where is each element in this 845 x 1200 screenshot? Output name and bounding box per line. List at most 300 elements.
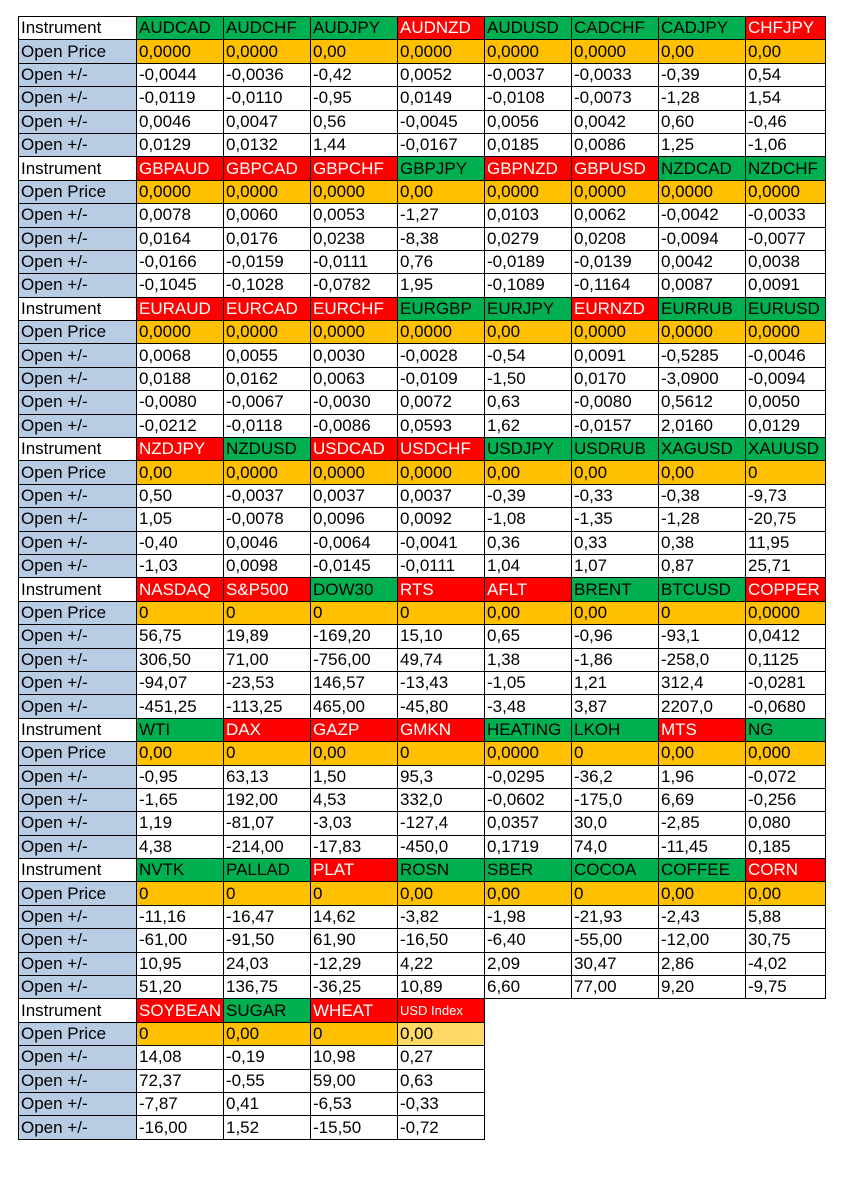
- open-price-cell: 0,0000: [485, 180, 572, 203]
- empty-cell: [485, 1092, 572, 1115]
- instrument-name-cell: CHFJPY: [746, 17, 826, 40]
- instrument-name-cell: MTS: [659, 718, 746, 741]
- value-cell: -258,0: [659, 648, 746, 671]
- value-cell: 0,0129: [746, 414, 826, 437]
- value-cell: 0,0162: [224, 367, 311, 390]
- value-cell: -7,87: [137, 1092, 224, 1115]
- instrument-name-cell: GBPCHF: [311, 157, 398, 180]
- instrument-name-cell: DAX: [224, 718, 311, 741]
- value-cell: -0,38: [659, 484, 746, 507]
- value-cell: 136,75: [224, 976, 311, 999]
- value-cell: 0,0091: [746, 274, 826, 297]
- open-price-cell: 0,0000: [572, 321, 659, 344]
- open-price-cell: 0,0000: [224, 321, 311, 344]
- instrument-name-cell: NZDCHF: [746, 157, 826, 180]
- open-price-cell: 0: [572, 882, 659, 905]
- open-price-cell: 0: [398, 742, 485, 765]
- open-delta-row: [19, 788, 826, 811]
- open-delta-row: [19, 976, 826, 999]
- value-cell: -2,85: [659, 812, 746, 835]
- empty-cell: [485, 999, 572, 1022]
- instrument-label: Instrument: [19, 17, 137, 40]
- instrument-name-cell: AUDCHF: [224, 17, 311, 40]
- value-cell: 1,96: [659, 765, 746, 788]
- instrument-name-cell: CADJPY: [659, 17, 746, 40]
- value-cell: -20,75: [746, 508, 826, 531]
- value-cell: -0,0037: [224, 484, 311, 507]
- value-cell: -0,0281: [746, 671, 826, 694]
- value-cell: -450,0: [398, 835, 485, 858]
- value-cell: -0,54: [485, 344, 572, 367]
- value-cell: 0,0038: [746, 250, 826, 273]
- instrument-name-cell: S&P500: [224, 578, 311, 601]
- instrument-header-row: [19, 438, 826, 461]
- value-cell: 0,0092: [398, 508, 485, 531]
- value-cell: -1,08: [485, 508, 572, 531]
- value-cell: 56,75: [137, 625, 224, 648]
- open-delta-label: Open +/-: [19, 1116, 137, 1139]
- value-cell: 77,00: [572, 976, 659, 999]
- open-delta-label: Open +/-: [19, 87, 137, 110]
- value-cell: -0,0033: [746, 204, 826, 227]
- value-cell: 2,86: [659, 952, 746, 975]
- value-cell: -12,00: [659, 929, 746, 952]
- value-cell: 332,0: [398, 788, 485, 811]
- value-cell: -0,0064: [311, 531, 398, 554]
- value-cell: -0,256: [746, 788, 826, 811]
- value-cell: -1,06: [746, 133, 826, 156]
- value-cell: 0,0037: [311, 484, 398, 507]
- instrument-name-cell: XAGUSD: [659, 438, 746, 461]
- open-price-cell: 0,00: [659, 461, 746, 484]
- value-cell: 30,0: [572, 812, 659, 835]
- value-cell: 9,20: [659, 976, 746, 999]
- value-cell: 0,54: [746, 63, 826, 86]
- value-cell: -0,0080: [137, 391, 224, 414]
- value-cell: 74,0: [572, 835, 659, 858]
- open-delta-row: [19, 695, 826, 718]
- value-cell: -1,65: [137, 788, 224, 811]
- open-delta-row: [19, 133, 826, 156]
- open-delta-label: Open +/-: [19, 227, 137, 250]
- open-price-cell: 0,00: [659, 742, 746, 765]
- instrument-name-cell: AFLT: [485, 578, 572, 601]
- open-delta-label: Open +/-: [19, 133, 137, 156]
- value-cell: -0,0073: [572, 87, 659, 110]
- open-delta-row: [19, 484, 826, 507]
- value-cell: -21,93: [572, 905, 659, 928]
- value-cell: 24,03: [224, 952, 311, 975]
- value-cell: 30,75: [746, 929, 826, 952]
- value-cell: 146,57: [311, 671, 398, 694]
- instrument-name-cell: WTI: [137, 718, 224, 741]
- value-cell: -0,0782: [311, 274, 398, 297]
- instrument-name-cell: COCOA: [572, 859, 659, 882]
- open-price-cell: 0,0000: [224, 40, 311, 63]
- open-price-cell: 0,00: [746, 40, 826, 63]
- open-price-cell: 0: [311, 1022, 398, 1045]
- value-cell: 1,44: [311, 133, 398, 156]
- value-cell: 0,76: [398, 250, 485, 273]
- instrument-name-cell: SBER: [485, 859, 572, 882]
- open-price-row: [19, 40, 826, 63]
- instrument-name-cell: EURAUD: [137, 297, 224, 320]
- empty-cell: [572, 1069, 659, 1092]
- open-delta-row: [19, 929, 826, 952]
- open-price-cell: 0,00: [224, 1022, 311, 1045]
- value-cell: -0,0077: [746, 227, 826, 250]
- value-cell: -0,0111: [311, 250, 398, 273]
- empty-cell: [746, 1092, 826, 1115]
- open-price-cell: 0,00: [572, 601, 659, 624]
- value-cell: -45,80: [398, 695, 485, 718]
- value-cell: 0,0357: [485, 812, 572, 835]
- open-price-cell: 0,0000: [746, 180, 826, 203]
- open-price-label: Open Price: [19, 461, 137, 484]
- value-cell: -0,0159: [224, 250, 311, 273]
- empty-cell: [659, 1046, 746, 1069]
- value-cell: 0,0053: [311, 204, 398, 227]
- value-cell: -0,0139: [572, 250, 659, 273]
- value-cell: 0,0050: [746, 391, 826, 414]
- value-cell: -1,28: [659, 87, 746, 110]
- value-cell: -0,1164: [572, 274, 659, 297]
- value-cell: -16,50: [398, 929, 485, 952]
- open-delta-label: Open +/-: [19, 671, 137, 694]
- value-cell: -36,2: [572, 765, 659, 788]
- value-cell: -0,0110: [224, 87, 311, 110]
- instrument-label: Instrument: [19, 578, 137, 601]
- open-price-cell: 0: [224, 601, 311, 624]
- value-cell: 0,1125: [746, 648, 826, 671]
- instrument-name-cell: NZDUSD: [224, 438, 311, 461]
- value-cell: 0,0170: [572, 367, 659, 390]
- open-price-cell: 0: [398, 601, 485, 624]
- value-cell: -23,53: [224, 671, 311, 694]
- value-cell: 0,0037: [398, 484, 485, 507]
- value-cell: 49,74: [398, 648, 485, 671]
- value-cell: 1,25: [659, 133, 746, 156]
- instrument-name-cell: USDCHF: [398, 438, 485, 461]
- open-delta-label: Open +/-: [19, 695, 137, 718]
- value-cell: -0,0045: [398, 110, 485, 133]
- value-cell: 15,10: [398, 625, 485, 648]
- empty-cell: [485, 1069, 572, 1092]
- open-price-label: Open Price: [19, 40, 137, 63]
- value-cell: -0,0108: [485, 87, 572, 110]
- value-cell: 4,53: [311, 788, 398, 811]
- value-cell: 0,0176: [224, 227, 311, 250]
- value-cell: -0,0145: [311, 554, 398, 577]
- open-price-cell: 0: [224, 742, 311, 765]
- value-cell: -6,53: [311, 1092, 398, 1115]
- instrument-name-cell: EURJPY: [485, 297, 572, 320]
- value-cell: -0,0189: [485, 250, 572, 273]
- open-delta-label: Open +/-: [19, 554, 137, 577]
- open-price-row: [19, 882, 826, 905]
- instrument-name-cell: EURRUB: [659, 297, 746, 320]
- open-delta-label: Open +/-: [19, 648, 137, 671]
- empty-cell: [485, 1046, 572, 1069]
- quotes-sheet: [18, 16, 826, 1140]
- open-delta-row: [19, 812, 826, 835]
- open-price-cell: 0,0000: [224, 461, 311, 484]
- open-delta-label: Open +/-: [19, 952, 137, 975]
- value-cell: -0,0295: [485, 765, 572, 788]
- value-cell: -0,39: [485, 484, 572, 507]
- empty-cell: [572, 1046, 659, 1069]
- value-cell: 25,71: [746, 554, 826, 577]
- empty-cell: [746, 999, 826, 1022]
- value-cell: 0,87: [659, 554, 746, 577]
- value-cell: -0,0111: [398, 554, 485, 577]
- value-cell: 51,20: [137, 976, 224, 999]
- value-cell: -0,0602: [485, 788, 572, 811]
- instrument-header-row: [19, 17, 826, 40]
- value-cell: 2,09: [485, 952, 572, 975]
- instrument-name-cell: EURCHF: [311, 297, 398, 320]
- value-cell: 0,0072: [398, 391, 485, 414]
- instrument-label: Instrument: [19, 999, 137, 1022]
- value-cell: -0,0157: [572, 414, 659, 437]
- open-price-row: [19, 321, 826, 344]
- value-cell: 0,185: [746, 835, 826, 858]
- instrument-header-row: [19, 578, 826, 601]
- open-price-cell: 0,00: [485, 882, 572, 905]
- value-cell: 0,63: [485, 391, 572, 414]
- value-cell: 0,0060: [224, 204, 311, 227]
- open-price-cell: 0,00: [485, 321, 572, 344]
- value-cell: 0,0056: [485, 110, 572, 133]
- value-cell: 0,0132: [224, 133, 311, 156]
- empty-cell: [485, 1022, 572, 1045]
- instrument-header-row: [19, 297, 826, 320]
- value-cell: -1,86: [572, 648, 659, 671]
- value-cell: -55,00: [572, 929, 659, 952]
- open-delta-row: [19, 1069, 826, 1092]
- empty-cell: [572, 999, 659, 1022]
- value-cell: 0,0185: [485, 133, 572, 156]
- open-price-cell: 0,0000: [137, 180, 224, 203]
- instrument-name-cell: USDRUB: [572, 438, 659, 461]
- open-delta-row: [19, 1046, 826, 1069]
- value-cell: 61,90: [311, 929, 398, 952]
- value-cell: 0,0030: [311, 344, 398, 367]
- open-price-cell: 0,00: [398, 1022, 485, 1045]
- open-delta-label: Open +/-: [19, 367, 137, 390]
- value-cell: 1,38: [485, 648, 572, 671]
- value-cell: 30,47: [572, 952, 659, 975]
- value-cell: 19,89: [224, 625, 311, 648]
- open-delta-label: Open +/-: [19, 344, 137, 367]
- instrument-name-cell: SOYBEAN: [137, 999, 224, 1022]
- empty-cell: [659, 1069, 746, 1092]
- value-cell: -0,0030: [311, 391, 398, 414]
- value-cell: -0,39: [659, 63, 746, 86]
- instrument-label: Instrument: [19, 859, 137, 882]
- open-delta-row: [19, 227, 826, 250]
- value-cell: 0,0098: [224, 554, 311, 577]
- value-cell: -0,0080: [572, 391, 659, 414]
- value-cell: -169,20: [311, 625, 398, 648]
- open-price-cell: 0,0000: [137, 40, 224, 63]
- open-price-cell: 0,0000: [485, 40, 572, 63]
- open-price-row: [19, 1022, 826, 1045]
- open-price-label: Open Price: [19, 742, 137, 765]
- open-delta-label: Open +/-: [19, 274, 137, 297]
- open-delta-label: Open +/-: [19, 905, 137, 928]
- open-price-cell: 0: [224, 882, 311, 905]
- open-price-row: [19, 742, 826, 765]
- open-delta-label: Open +/-: [19, 484, 137, 507]
- empty-cell: [659, 1092, 746, 1115]
- value-cell: -0,0041: [398, 531, 485, 554]
- open-delta-label: Open +/-: [19, 812, 137, 835]
- instrument-name-cell: EURCAD: [224, 297, 311, 320]
- empty-cell: [659, 1022, 746, 1045]
- instrument-name-cell: USD Index: [398, 999, 485, 1022]
- value-cell: 1,52: [224, 1116, 311, 1139]
- open-price-cell: 0,00: [398, 882, 485, 905]
- instrument-name-cell: COPPER: [746, 578, 826, 601]
- instrument-name-cell: NZDCAD: [659, 157, 746, 180]
- instrument-label: Instrument: [19, 438, 137, 461]
- value-cell: -4,02: [746, 952, 826, 975]
- empty-cell: [572, 1022, 659, 1045]
- value-cell: -61,00: [137, 929, 224, 952]
- open-price-cell: 0,0000: [398, 40, 485, 63]
- open-delta-row: [19, 765, 826, 788]
- open-price-cell: 0,00: [311, 742, 398, 765]
- value-cell: 0,0047: [224, 110, 311, 133]
- value-cell: 1,19: [137, 812, 224, 835]
- value-cell: -0,0067: [224, 391, 311, 414]
- empty-cell: [572, 1092, 659, 1115]
- open-price-cell: 0,0000: [398, 321, 485, 344]
- open-delta-row: [19, 250, 826, 273]
- value-cell: -0,0046: [746, 344, 826, 367]
- open-delta-row: [19, 367, 826, 390]
- value-cell: -175,0: [572, 788, 659, 811]
- value-cell: -127,4: [398, 812, 485, 835]
- open-delta-label: Open +/-: [19, 391, 137, 414]
- value-cell: -0,72: [398, 1116, 485, 1139]
- value-cell: -12,29: [311, 952, 398, 975]
- value-cell: 59,00: [311, 1069, 398, 1092]
- value-cell: -81,07: [224, 812, 311, 835]
- instrument-name-cell: COFFEE: [659, 859, 746, 882]
- instrument-name-cell: EURGBP: [398, 297, 485, 320]
- open-delta-label: Open +/-: [19, 765, 137, 788]
- value-cell: -0,46: [746, 110, 826, 133]
- value-cell: 0,63: [398, 1069, 485, 1092]
- empty-cell: [659, 999, 746, 1022]
- empty-cell: [746, 1116, 826, 1139]
- value-cell: 0,0103: [485, 204, 572, 227]
- value-cell: 0,0593: [398, 414, 485, 437]
- instrument-name-cell: RTS: [398, 578, 485, 601]
- open-price-cell: 0,00: [137, 742, 224, 765]
- value-cell: 11,95: [746, 531, 826, 554]
- open-price-cell: 0: [137, 601, 224, 624]
- value-cell: -1,98: [485, 905, 572, 928]
- instrument-name-cell: AUDUSD: [485, 17, 572, 40]
- instrument-header-row: [19, 157, 826, 180]
- value-cell: 95,3: [398, 765, 485, 788]
- open-delta-label: Open +/-: [19, 414, 137, 437]
- value-cell: 0,0063: [311, 367, 398, 390]
- value-cell: -1,03: [137, 554, 224, 577]
- value-cell: 1,21: [572, 671, 659, 694]
- open-price-cell: 0,0000: [572, 40, 659, 63]
- value-cell: -0,5285: [659, 344, 746, 367]
- value-cell: 312,4: [659, 671, 746, 694]
- open-delta-label: Open +/-: [19, 976, 137, 999]
- open-delta-row: [19, 204, 826, 227]
- value-cell: -3,48: [485, 695, 572, 718]
- open-delta-label: Open +/-: [19, 929, 137, 952]
- value-cell: 0,0087: [659, 274, 746, 297]
- instrument-name-cell: AUDCAD: [137, 17, 224, 40]
- open-price-cell: 0,0000: [572, 180, 659, 203]
- value-cell: -0,0109: [398, 367, 485, 390]
- value-cell: -0,0094: [659, 227, 746, 250]
- value-cell: 0,1719: [485, 835, 572, 858]
- instrument-name-cell: NZDJPY: [137, 438, 224, 461]
- open-price-label: Open Price: [19, 321, 137, 344]
- value-cell: -0,0119: [137, 87, 224, 110]
- value-cell: -451,25: [137, 695, 224, 718]
- value-cell: -0,0036: [224, 63, 311, 86]
- value-cell: -11,16: [137, 905, 224, 928]
- open-delta-row: [19, 110, 826, 133]
- value-cell: 0,0062: [572, 204, 659, 227]
- value-cell: 0,33: [572, 531, 659, 554]
- value-cell: -0,96: [572, 625, 659, 648]
- value-cell: 0,56: [311, 110, 398, 133]
- open-price-cell: 0,0000: [311, 321, 398, 344]
- open-delta-row: [19, 671, 826, 694]
- open-price-label: Open Price: [19, 1022, 137, 1045]
- value-cell: 3,87: [572, 695, 659, 718]
- value-cell: 0,0188: [137, 367, 224, 390]
- value-cell: 306,50: [137, 648, 224, 671]
- open-price-cell: 0,0000: [398, 461, 485, 484]
- value-cell: -17,83: [311, 835, 398, 858]
- value-cell: 1,54: [746, 87, 826, 110]
- open-delta-row: [19, 63, 826, 86]
- value-cell: 0,0096: [311, 508, 398, 531]
- instrument-name-cell: PLAT: [311, 859, 398, 882]
- instrument-name-cell: LKOH: [572, 718, 659, 741]
- open-delta-row: [19, 554, 826, 577]
- open-delta-label: Open +/-: [19, 250, 137, 273]
- open-price-cell: 0,00: [311, 40, 398, 63]
- open-delta-row: [19, 508, 826, 531]
- value-cell: -0,42: [311, 63, 398, 86]
- instrument-name-cell: AUDNZD: [398, 17, 485, 40]
- instrument-name-cell: USDCAD: [311, 438, 398, 461]
- value-cell: -0,0118: [224, 414, 311, 437]
- open-price-cell: 0,00: [485, 461, 572, 484]
- value-cell: -0,0037: [485, 63, 572, 86]
- open-delta-row: [19, 414, 826, 437]
- value-cell: 14,08: [137, 1046, 224, 1069]
- instrument-header-row: [19, 718, 826, 741]
- value-cell: 0,65: [485, 625, 572, 648]
- open-delta-row: [19, 531, 826, 554]
- value-cell: 71,00: [224, 648, 311, 671]
